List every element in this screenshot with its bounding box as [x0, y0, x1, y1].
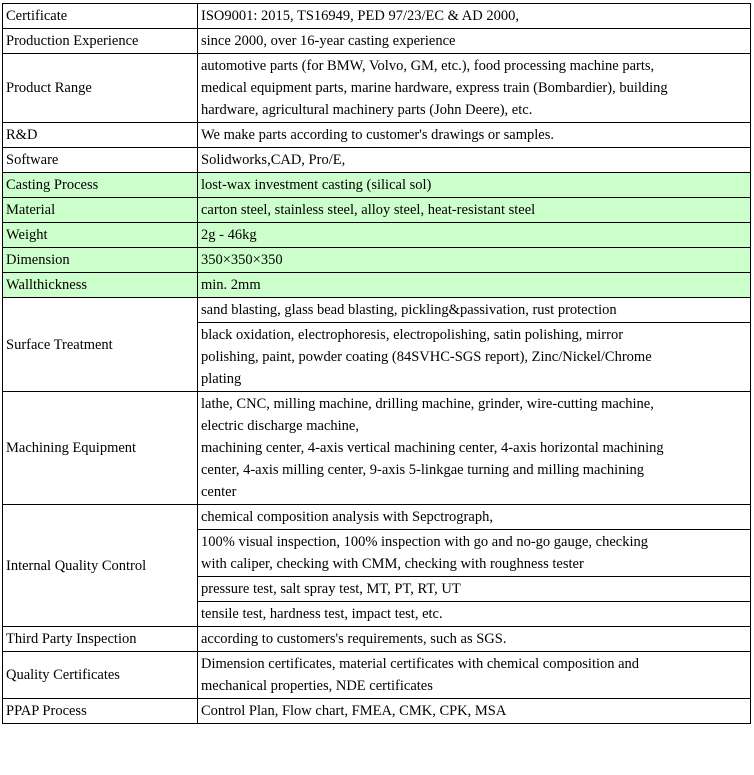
row-label: Weight — [3, 223, 198, 248]
row-value — [198, 652, 751, 699]
value-line: sand blasting, glass bead blasting, pickling&passivation, rust protection — [201, 302, 617, 318]
value-line: 100% visual inspection, 100% inspection with go and no-go gauge, checking — [201, 534, 648, 550]
value-line: black oxidation, electrophoresis, electropolishing, satin polishing, mirror — [201, 327, 624, 343]
row-value — [198, 198, 751, 223]
row-label: PPAP Process — [3, 699, 198, 724]
table-row — [3, 273, 751, 298]
table-row — [3, 173, 751, 198]
table-row — [3, 29, 751, 54]
table-row — [3, 198, 751, 223]
row-value — [198, 298, 751, 323]
row-value — [198, 577, 751, 602]
row-value — [198, 323, 751, 392]
value-line: machining center, 4-axis vertical machining center, 4-axis horizontal machining — [201, 440, 664, 456]
row-label: Material — [3, 198, 198, 223]
table-row — [3, 627, 751, 652]
value-line: hardware, agricultural machinery parts (John Deere), etc. — [201, 102, 533, 118]
value-line: 2g - 46kg — [201, 227, 257, 243]
row-label: Surface Treatment — [3, 298, 198, 392]
table-row — [3, 223, 751, 248]
row-value — [198, 699, 751, 724]
value-line: according to customers's requirements, such as SGS. — [201, 631, 507, 647]
row-value — [198, 123, 751, 148]
row-label: Quality Certificates — [3, 652, 198, 699]
value-line: polishing, paint, powder coating (84SVHC-SGS report), Zinc/Nickel/Chrome — [201, 349, 652, 365]
value-line: Dimension certificates, material certificates with chemical composition and — [201, 656, 640, 672]
value-line: automotive parts (for BMW, Volvo, GM, etc.), food processing machine parts, — [201, 58, 655, 74]
row-value — [198, 29, 751, 54]
value-line: center, 4-axis milling center, 9-axis 5-linkgae turning and milling machining — [201, 462, 644, 478]
value-line: electric discharge machine, — [201, 418, 359, 434]
value-line: Control Plan, Flow chart, FMEA, CMK, CPK, MSA — [201, 703, 507, 719]
row-label: Certificate — [3, 4, 198, 29]
value-line: min. 2mm — [201, 277, 261, 293]
row-value — [198, 505, 751, 530]
value-line: lost-wax investment casting (silical sol) — [201, 177, 432, 193]
table-row — [3, 699, 751, 724]
value-line: We make parts according to customer's drawings or samples. — [201, 127, 554, 143]
row-label: Internal Quality Control — [3, 505, 198, 627]
value-line: with caliper, checking with CMM, checking with roughness tester — [201, 556, 584, 572]
value-line: lathe, CNC, milling machine, drilling machine, grinder, wire-cutting machine, — [201, 396, 654, 412]
value-line: ISO9001: 2015, TS16949, PED 97/23/EC & AD 2000, — [201, 8, 519, 24]
value-line: pressure test, salt spray test, MT, PT, RT, UT — [201, 581, 461, 597]
value-line: chemical composition analysis with Sepctrograph, — [201, 509, 493, 525]
row-label: Production Experience — [3, 29, 198, 54]
specification-table — [2, 3, 751, 724]
table-row — [3, 123, 751, 148]
row-value — [198, 627, 751, 652]
table-row — [3, 248, 751, 273]
row-value — [198, 530, 751, 577]
table-row — [3, 392, 751, 505]
row-value — [198, 148, 751, 173]
row-value — [198, 273, 751, 298]
value-line: plating — [201, 371, 242, 387]
row-label: Third Party Inspection — [3, 627, 198, 652]
row-value — [198, 54, 751, 123]
value-line: medical equipment parts, marine hardware, express train (Bombardier), building — [201, 80, 668, 96]
row-label: Software — [3, 148, 198, 173]
value-line: mechanical properties, NDE certificates — [201, 678, 433, 694]
row-value — [198, 602, 751, 627]
row-label: Wallthickness — [3, 273, 198, 298]
value-line: tensile test, hardness test, impact test, etc. — [201, 606, 443, 622]
value-line: carton steel, stainless steel, alloy steel, heat-resistant steel — [201, 202, 536, 218]
row-value — [198, 4, 751, 29]
value-line: 350×350×350 — [201, 252, 283, 268]
table-row — [3, 652, 751, 699]
row-value — [198, 223, 751, 248]
row-value — [198, 173, 751, 198]
value-line: since 2000, over 16-year casting experience — [201, 33, 456, 49]
row-value — [198, 248, 751, 273]
row-label: Product Range — [3, 54, 198, 123]
table-row — [3, 505, 751, 530]
row-label: R&D — [3, 123, 198, 148]
table-row — [3, 298, 751, 323]
value-line: center — [201, 484, 237, 500]
row-label: Machining Equipment — [3, 392, 198, 505]
row-label: Dimension — [3, 248, 198, 273]
table-row — [3, 54, 751, 123]
value-line: Solidworks,CAD, Pro/E, — [201, 152, 346, 168]
table-row — [3, 4, 751, 29]
row-label: Casting Process — [3, 173, 198, 198]
table-row — [3, 148, 751, 173]
row-value — [198, 392, 751, 505]
